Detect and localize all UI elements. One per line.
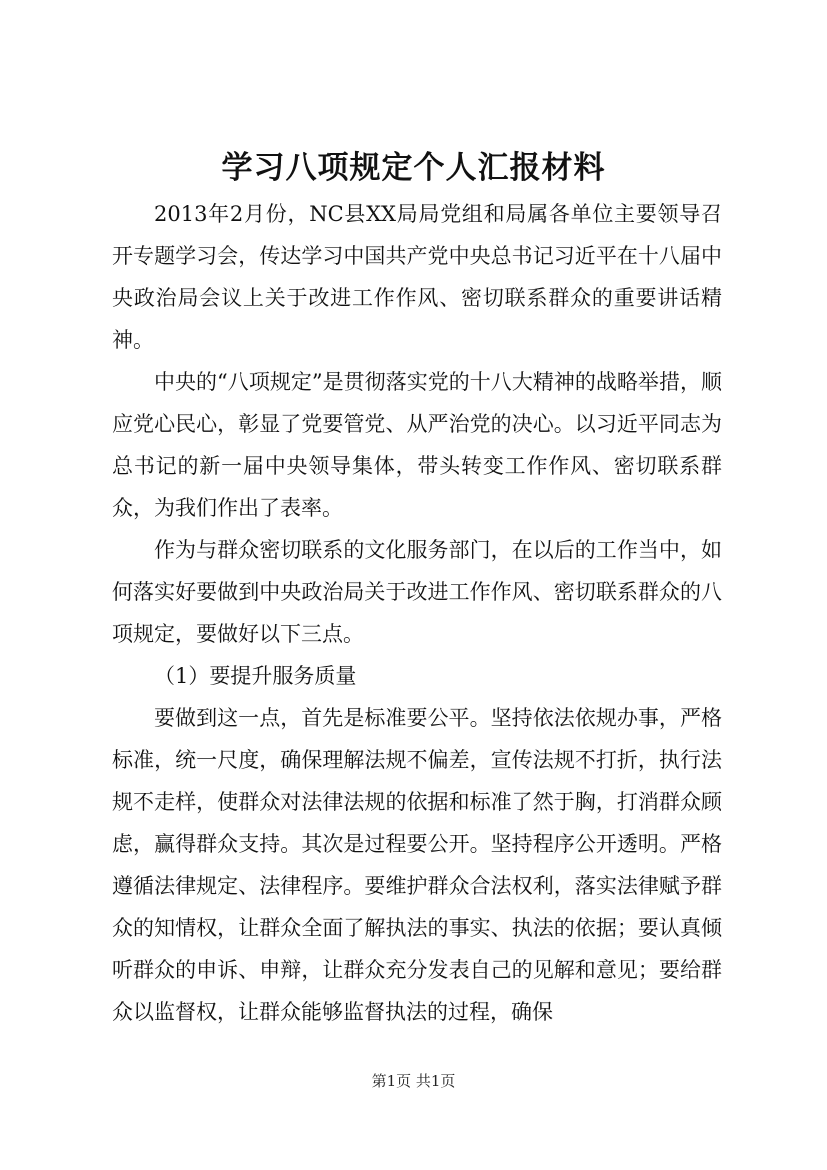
section-heading: （1）要提升服务质量 [154,664,357,688]
paragraph-1: 2013年2月份，NC县XX局局党组和局属各单位主要领导召开专题学习会，传达学习中国共产党中央总书记习近平在十八届中央政治局会议上关于改进工作作风、密切联系群众的重要讲话精神。 [112,202,722,352]
section-paragraph: 要做到这一点，首先是标准要公平。坚持依法依规办事，严格标准，统一尺度，确保理解法规不偏差，宣传法规不打折，执行法规不走样，使群众对法律法规的依据和标准了然于胸，打消群众顾虑，赢得群众支持。其次是过程要公开。坚持程序公开透明。严格遵循法律规定、法律程序。要维护群众合法权利，落实法律赋予群众的知情权，让群众全面了解执法的事实、执法的依据；要认真倾听群众的申诉、申辩，让群众充分发表自己的见解和意见；要给群众以监督权，让群众能够监督执法的过程，确保 [112,706,722,1024]
paragraph-3: 作为与群众密切联系的文化服务部门，在以后的工作当中，如何落实好要做到中央政治局关于改进工作作风、密切联系群众的八项规定，要做好以下三点。 [112,538,722,646]
paragraph-2: 中央的“八项规定”是贯彻落实党的十八大精神的战略举措，顺应党心民心，彰显了党要管党、从严治党的决心。以习近平同志为总书记的新一届中央领导集体，带头转变工作作风、密切联系群众，为我们作出了表率。 [112,370,722,520]
document-title: 学习八项规定个人汇报材料 [221,150,606,186]
document-body [112,193,722,1033]
page-footer: 第1页 共1页 [371,1072,456,1090]
